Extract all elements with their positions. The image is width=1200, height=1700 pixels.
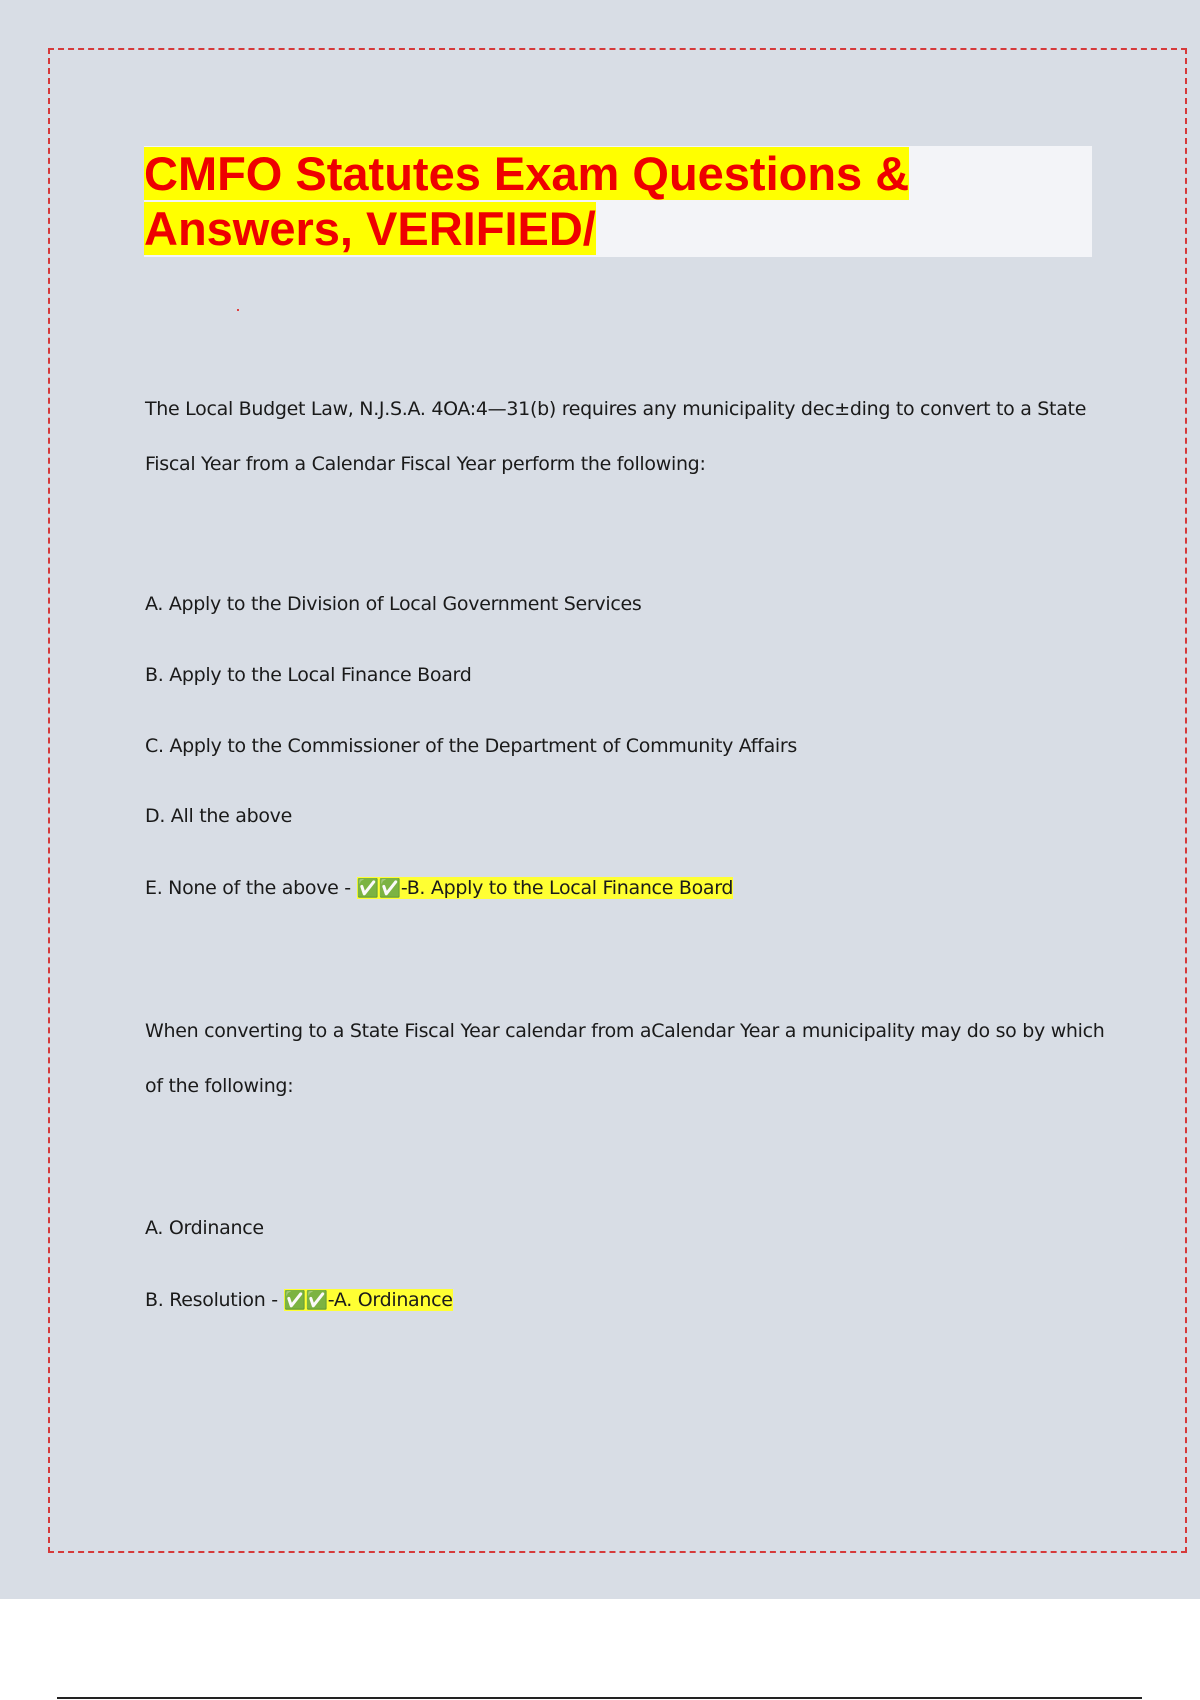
q2-option-b-line [145, 1289, 453, 1311]
q2-option-a: A. Ordinance [145, 1217, 264, 1239]
q2-answer-highlight [284, 1289, 453, 1311]
q1-prompt-line-1: The Local Budget Law, N.J.S.A. 4OA:4—31(b) requires any municipality dec±ding to convert to a State [145, 398, 1087, 420]
q1-option-e-line [145, 877, 733, 899]
double-check-icon: ✅✅ [356, 878, 401, 899]
q2-answer: -A. Ordinance [327, 1289, 453, 1311]
q1-option-d: D. All the above [145, 805, 292, 827]
title-line-2: Answers, VERIFIED/ [144, 202, 596, 255]
q2-prompt-line-1: When converting to a State Fiscal Year calendar from aCalendar Year a municipality may do so by which [145, 1020, 1105, 1042]
q1-option-a: A. Apply to the Division of Local Government Services [145, 593, 642, 615]
q1-answer-highlight [357, 877, 734, 899]
q1-prompt-line-2: Fiscal Year from a Calendar Fiscal Year perform the following: [145, 453, 706, 475]
page-border [48, 48, 1187, 1553]
q1-option-c: C. Apply to the Commissioner of the Department of Community Affairs [145, 735, 798, 757]
q1-option-e: E. None of the above - [145, 877, 357, 899]
footer-rule [57, 1697, 1142, 1699]
document-title [144, 146, 944, 256]
stray-dot [237, 309, 239, 311]
title-line-1: CMFO Statutes Exam Questions & [144, 147, 910, 200]
q2-prompt-line-2: of the following: [145, 1075, 294, 1097]
double-check-icon: ✅✅ [283, 1290, 328, 1311]
q1-option-b: B. Apply to the Local Finance Board [145, 664, 472, 686]
q1-answer: -B. Apply to the Local Finance Board [400, 877, 734, 899]
q2-option-b: B. Resolution - [145, 1289, 284, 1311]
